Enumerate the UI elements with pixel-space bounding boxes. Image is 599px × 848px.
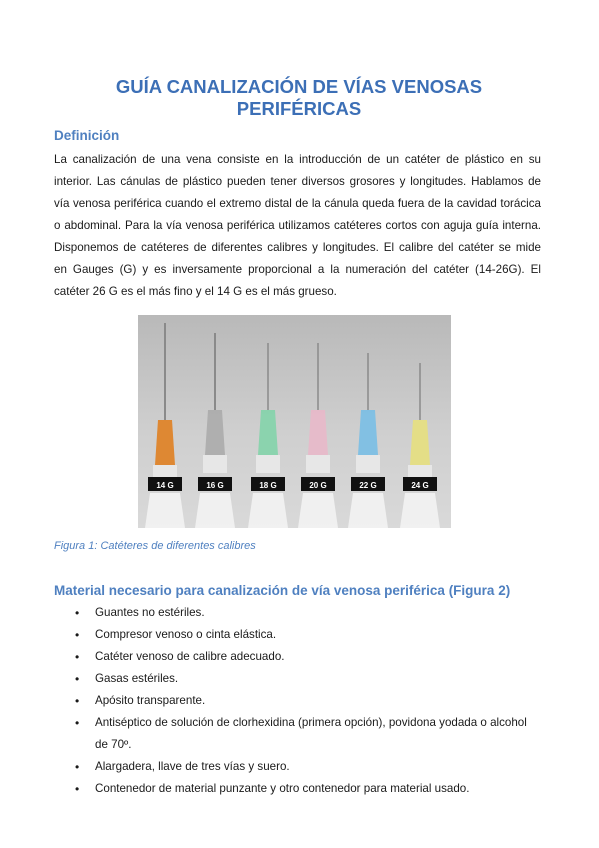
list-item: • Apósito transparente. xyxy=(75,690,545,712)
list-item: • Alargadera, llave de tres vías y suero. xyxy=(75,756,545,778)
catheter-base xyxy=(298,493,338,528)
catheter-hub xyxy=(358,410,378,455)
gauge-label: 14 G xyxy=(156,481,174,490)
catheter-body xyxy=(256,455,280,473)
bullet-icon: • xyxy=(75,606,80,620)
catheter xyxy=(400,363,440,528)
figure-caption: Figura 1: Catéteres de diferentes calibres xyxy=(54,540,256,552)
catheter-hub xyxy=(205,410,225,455)
paragraph-line: Disponemos de catéteres de diferentes calibres y longitudes. El calibre del catéter se mide xyxy=(54,241,541,254)
catheter-base xyxy=(400,493,440,528)
paragraph-line: en Gauges (G) y es inversamente proporcional a la numeración del catéter (14-26G). El xyxy=(54,263,541,276)
catheter-hub xyxy=(308,410,328,455)
catheter xyxy=(248,343,288,528)
gauge-label: 18 G xyxy=(259,481,277,490)
bullet-icon: • xyxy=(75,650,80,664)
bullet-icon: • xyxy=(75,716,80,730)
catheters-photo xyxy=(138,315,451,528)
bullet-icon: • xyxy=(75,672,80,686)
definition-heading: Definición xyxy=(54,128,120,143)
catheter-base xyxy=(348,493,388,528)
page-title xyxy=(60,76,538,120)
bullet-icon: • xyxy=(75,628,80,642)
catheter-base xyxy=(145,493,185,528)
catheter-hub xyxy=(410,420,430,465)
catheter-base xyxy=(195,493,235,528)
catheters-illustration xyxy=(138,315,451,528)
catheter-body xyxy=(203,455,227,473)
list-item: • Contenedor de material punzante y otro contenedor para material usado. xyxy=(75,778,545,800)
catheter-body xyxy=(306,455,330,473)
bullet-icon: • xyxy=(75,760,80,774)
catheter-base xyxy=(248,493,288,528)
paragraph-line: vía venosa periférica cuando el extremo distal de la cánula queda fuera de la cavidad torácica xyxy=(54,197,541,210)
catheter xyxy=(195,333,235,528)
title-line-1: GUÍA CANALIZACIÓN DE VÍAS VENOSAS xyxy=(115,76,483,97)
list-item: • Gasas estériles. xyxy=(75,668,545,690)
bullet-icon: • xyxy=(75,694,80,708)
list-item: • Antiséptico de solución de clorhexidina (primera opción), povidona yodada o alcohol de 70º. xyxy=(75,712,545,756)
title-line-2: PERIFÉRICAS xyxy=(236,98,362,119)
gauge-label: 24 G xyxy=(411,481,429,490)
paragraph-line: catéter 26 G es el más fino y el 14 G es el más grueso. xyxy=(54,285,337,298)
catheter-body xyxy=(356,455,380,473)
definition-paragraph xyxy=(54,149,541,303)
paragraph-line: o abdominal. Para la vía venosa periférica utilizamos catéteres cortos con aguja guía interna. xyxy=(54,219,541,232)
catheter xyxy=(298,343,338,528)
list-item: • Compresor venoso o cinta elástica. xyxy=(75,624,545,646)
paragraph-line: interior. Las cánulas de plástico pueden tener diversos grosores y longitudes. Hablamos de xyxy=(54,175,541,188)
gauge-label: 20 G xyxy=(309,481,327,490)
catheter xyxy=(348,353,388,528)
catheter xyxy=(145,323,185,528)
gauge-label: 16 G xyxy=(206,481,224,490)
paragraph-line: La canalización de una vena consiste en la introducción de un catéter de plástico en su xyxy=(54,153,541,166)
list-item: • Guantes no estériles. xyxy=(75,602,545,624)
gauge-label: 22 G xyxy=(359,481,377,490)
bullet-icon: • xyxy=(75,782,80,796)
list-item: • Catéter venoso de calibre adecuado. xyxy=(75,646,545,668)
material-heading: Material necesario para canalización de vía venosa periférica (Figura 2) xyxy=(54,583,511,598)
material-list xyxy=(75,602,545,800)
catheter-hub xyxy=(155,420,175,465)
catheter-hub xyxy=(258,410,278,455)
